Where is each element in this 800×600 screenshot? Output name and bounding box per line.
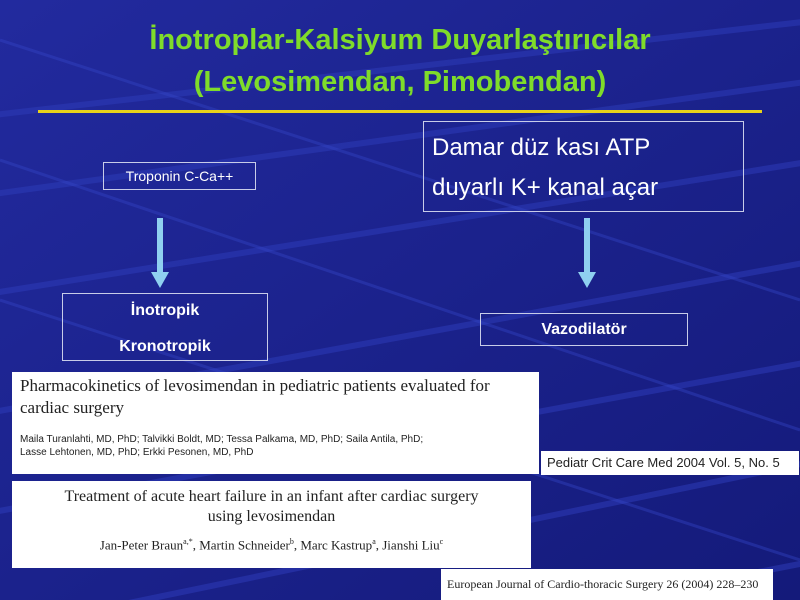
atp-channel-line1: Damar düz kası ATP <box>432 134 651 161</box>
paper-2-citation <box>441 569 773 600</box>
paper-2-citation-text: European Journal of Cardio-thoracic Surgery 26 (2004) 228–230 <box>447 577 759 591</box>
troponin-label: Troponin C-Ca++ <box>125 168 234 184</box>
inotropik-box <box>62 293 268 361</box>
title-divider <box>38 110 762 113</box>
paper-1-citation-text: Pediatr Crit Care Med 2004 Vol. 5, No. 5 <box>547 455 780 470</box>
vazodilator-box <box>480 313 688 346</box>
inotropik-label: İnotropik <box>130 302 200 319</box>
paper-clipping-2 <box>12 481 531 568</box>
paper-2-title-line1: Treatment of acute heart failure in an infant after cardiac surgery <box>64 488 479 505</box>
paper-1-authors-line1: Maila Turanlahti, MD, PhD; Talvikki Boldt, MD; Tessa Palkama, MD, PhD; Saila Antila, PhD; <box>20 434 424 445</box>
paper-2-title-line2: using levosimendan <box>207 508 336 525</box>
right-down-arrow-icon <box>577 218 597 290</box>
paper-1-title: Pharmacokinetics of levosimendan in pediatric patients evaluated for cardiac surgery <box>20 376 490 417</box>
troponin-box <box>103 162 256 190</box>
paper-1-authors-line2: Lasse Lehtonen, MD, PhD; Erkki Pesonen, MD, PhD <box>20 447 254 458</box>
slide-title-line2: (Levosimendan, Pimobendan) <box>193 66 607 98</box>
paper-2-authors: Jan-Peter Braun$^{a,*}$, Martin Schneider$^b$, Marc Kastrup$^a$, Jianshi Liu$^c$ <box>99 537 444 553</box>
paper-clipping-1 <box>12 372 539 474</box>
kronotropik-label: Kronotropik <box>119 338 211 355</box>
vazodilator-label: Vazodilatör <box>541 321 627 338</box>
atp-channel-box <box>423 121 744 212</box>
atp-channel-line2: duyarlı K+ kanal açar <box>432 174 659 201</box>
left-down-arrow-icon <box>150 218 170 290</box>
slide-title-line1: İnotroplar-Kalsiyum Duyarlaştırıcılar <box>149 24 651 56</box>
paper-1-citation <box>541 451 799 475</box>
